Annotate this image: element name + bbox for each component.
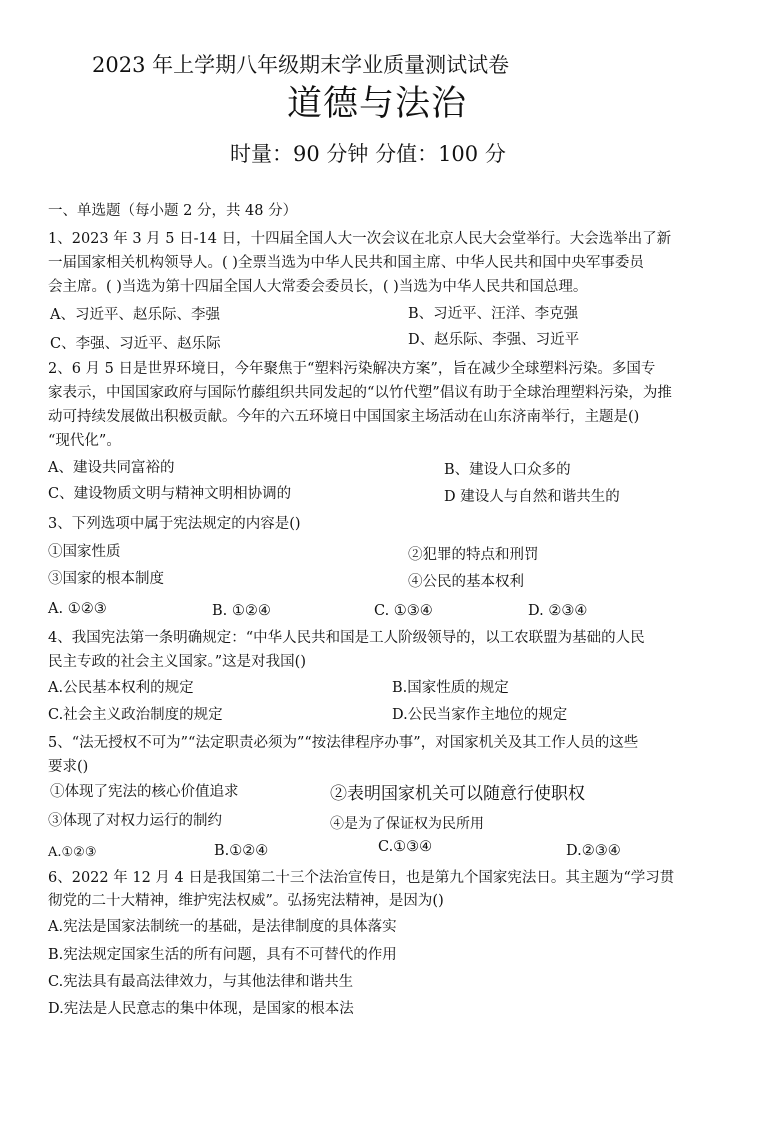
question-text-line: 要求() [48, 759, 89, 775]
section-heading: 一、单选题（每小题 2 分，共 48 分） [48, 203, 298, 219]
option-c: C. ①③④ [374, 603, 433, 619]
option-d: D.②③④ [566, 843, 621, 859]
option-a: A. ①②③ [48, 601, 107, 617]
question-text-line: 民主专政的社会主义国家。”这是对我国() [48, 654, 306, 670]
question-text-line: 彻党的二十大精神，维护宪法权威”。弘扬宪法精神，是因为() [48, 893, 444, 909]
statement-3: ③国家的根本制度 [48, 571, 164, 587]
option-d: D.宪法是人民意志的集中体现，是国家的根本法 [48, 1001, 354, 1017]
question-text-line: 会主席。( )当选为第十四届全国人大常委会委员长，( )当选为中华人民共和国总理。 [48, 279, 588, 295]
option-b: B、习近平、汪洋、李克强 [408, 306, 579, 322]
exam-title: 2023 年上学期八年级期末学业质量测试试卷 [92, 53, 510, 77]
option-b: B.国家性质的规定 [392, 680, 509, 696]
statement-1: ①国家性质 [48, 544, 121, 560]
question-text-line: 6、2022 年 12 月 4 日是我国第二十三个法治宣传日，也是第九个国家宪法日。其主题为“学习贯 [48, 870, 675, 886]
question-text-line: 1、2023 年 3 月 5 日-14 日，十四届全国人大一次会议在北京人民大会堂举行。大会选举出了新 [48, 231, 672, 247]
statement-1: ①体现了宪法的核心价值追求 [50, 784, 239, 800]
option-a: A.公民基本权利的规定 [48, 680, 194, 696]
option-d: D. ②③④ [528, 603, 588, 619]
option-b: B.①②④ [214, 843, 269, 859]
option-d: D 建设人与自然和谐共生的 [444, 489, 620, 505]
statement-4: ④公民的基本权利 [408, 574, 524, 590]
question-text-line: 4、我国宪法第一条明确规定：“中华人民共和国是工人阶级领导的，以工农联盟为基础的人民 [48, 630, 645, 646]
option-b: B.宪法规定国家生活的所有问题，具有不可替代的作用 [48, 947, 397, 963]
statement-2: ②表明国家机关可以随意行使职权 [330, 784, 585, 804]
option-d: D.公民当家作主地位的规定 [392, 707, 568, 723]
question-text-line: 家表示，中国国家政府与国际竹藤组织共同发起的“以竹代塑”倡议有助于全球治理塑料污染，为推 [48, 385, 672, 401]
option-c: C.宪法具有最高法律效力，与其他法律和谐共生 [48, 974, 354, 990]
question-text-line: 5、“法无授权不可为”“法定职责必须为”“按法律程序办事”，对国家机关及其工作人员的这些 [48, 735, 639, 751]
subject-title: 道德与法治 [287, 84, 468, 124]
question-text-line: 一届国家相关机构领导人。( )全票当选为中华人民共和国主席、中华人民共和国中央军事委员 [48, 255, 644, 271]
statement-4: ④是为了保证权为民所用 [330, 816, 484, 832]
question-text-line: 2、6 月 5 日是世界环境日，今年聚焦于“塑料污染解决方案”，旨在减少全球塑料污染。多国专 [48, 361, 656, 377]
statement-2: ②犯罪的特点和刑罚 [408, 547, 539, 563]
question-text-line: 3、下列选项中属于宪法规定的内容是() [48, 516, 301, 532]
option-a: A.宪法是国家法制统一的基础，是法律制度的具体落实 [48, 919, 397, 935]
option-c: C.①③④ [378, 839, 433, 855]
statement-3: ③体现了对权力运行的制约 [48, 813, 222, 829]
option-a: A、习近平、赵乐际、李强 [50, 307, 220, 323]
option-a: A.①②③ [48, 845, 97, 860]
question-text-line: 动可持续发展做出积极贡献。今年的六五环境日中国国家主场活动在山东济南举行，主题是() [48, 409, 640, 425]
option-b: B. ①②④ [212, 603, 271, 619]
option-c: C.社会主义政治制度的规定 [48, 707, 223, 723]
option-a: A、建设共同富裕的 [48, 460, 175, 476]
option-d: D、赵乐际、李强、习近平 [408, 332, 580, 348]
option-b: B、建设人口众多的 [444, 462, 571, 478]
option-c: C、建设物质文明与精神文明相协调的 [48, 486, 292, 502]
time-score-line: 时量：90 分钟 分值：100 分 [230, 142, 506, 166]
question-text-line: “现代化”。 [48, 433, 121, 449]
option-c: C、李强、习近平、赵乐际 [50, 336, 221, 352]
